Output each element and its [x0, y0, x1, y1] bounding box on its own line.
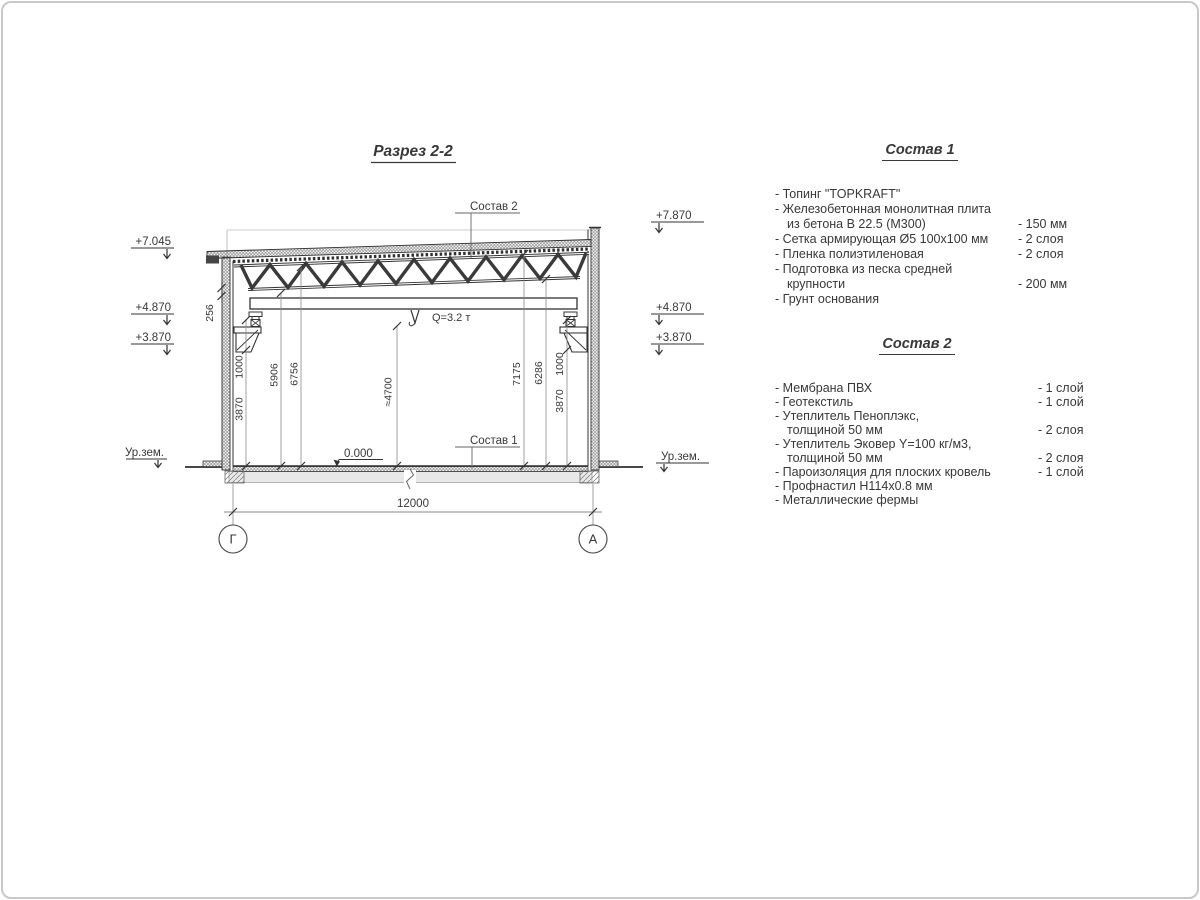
- elevation-right-3870: [651, 332, 704, 355]
- svg-text:+4.870: +4.870: [656, 302, 692, 314]
- svg-text:+7.870: +7.870: [656, 210, 692, 222]
- elevation-right-4870: [651, 302, 704, 325]
- spec-item-row: [775, 395, 1108, 409]
- spec-item-value: - 2 слоя: [1018, 247, 1064, 261]
- axis-label-right: А: [588, 531, 598, 547]
- dim-label-1000-right: 1000: [554, 352, 566, 376]
- spec-title-wrap: [775, 141, 1065, 161]
- dim-label-span: 12000: [397, 498, 429, 510]
- dim-label-4700: ≈4700: [382, 377, 395, 407]
- spec-item-row: [775, 232, 1093, 247]
- section-title: [371, 143, 456, 163]
- spec-item-row: [775, 262, 1093, 292]
- right-wall: [588, 228, 601, 471]
- spec-list-sostav-1: [775, 141, 1093, 307]
- dim-label-5906: 5906: [268, 363, 281, 387]
- footing-right: [580, 471, 599, 483]
- corbel-right: [560, 312, 587, 352]
- spec-item-row: [775, 409, 1108, 437]
- elevation-left-3870: [131, 332, 174, 355]
- spec-item-name: - Мембрана ПВХ: [775, 381, 873, 395]
- dim-label-256: 256: [204, 304, 216, 322]
- spec-item-row: [775, 292, 1093, 307]
- spec-item-value: - 2 слоя: [1018, 232, 1064, 246]
- spec-item-name: - Профнастил Н114х0.8 мм: [775, 479, 933, 493]
- section-drawing: [122, 135, 720, 565]
- elevation-left-7045: [131, 236, 174, 259]
- spec-item-row: [775, 465, 1108, 479]
- svg-text:+3.870: +3.870: [656, 332, 692, 344]
- spec-title-wrap: [775, 335, 1059, 355]
- spec-list-sostav-2: [775, 335, 1108, 507]
- spec-item-row: [775, 202, 1093, 232]
- spec-item-name: - Топинг "TOPKRAFT": [775, 187, 901, 201]
- spec-item-name: - Железобетонная монолитная плита из бетона В 22.5 (М300): [775, 202, 991, 231]
- dim-label-6756: 6756: [288, 362, 301, 386]
- roof-truss: [234, 253, 589, 290]
- dim-label-1000-left: 1000: [233, 355, 246, 379]
- svg-text:Ур.зем.: Ур.зем.: [661, 451, 701, 463]
- elevation-right-ground: [656, 451, 709, 472]
- left-wall: [222, 257, 233, 470]
- svg-text:0.000: 0.000: [344, 448, 373, 460]
- drawing-title: Разрез 2-2: [373, 143, 453, 160]
- axis-grid: [219, 484, 607, 553]
- crane-capacity-label: Q=3.2 т: [432, 312, 471, 324]
- elevation-left-4870: [131, 302, 174, 325]
- spec-item-value: - 2 слоя: [1038, 451, 1084, 465]
- spec-item-row: [775, 187, 1093, 202]
- dim-label-3870-left: 3870: [233, 397, 246, 421]
- spec-item-name: - Металлические фермы: [775, 493, 919, 507]
- spec-item-value: - 1 слой: [1038, 381, 1084, 395]
- callout-sostav-1: [455, 435, 520, 468]
- svg-text:Состав 2: Состав 2: [470, 201, 518, 213]
- spec-item-name: - Утеплитель Эковер Y=100 кг/м3, толщиной 50 мм: [775, 437, 972, 465]
- spec-item-row: [775, 247, 1093, 262]
- crane-hook: [409, 310, 419, 326]
- svg-text:Ур.зем.: Ур.зем.: [124, 447, 164, 459]
- svg-text:+4.870: +4.870: [135, 302, 171, 314]
- spec-item-name: - Подготовка из песка средней крупности: [775, 262, 953, 291]
- spec-item-row: [775, 381, 1108, 395]
- spec1-items: [775, 187, 1093, 307]
- spec-item-name: - Пленка полиэтиленовая: [775, 247, 924, 261]
- spec-item-name: - Геотекстиль: [775, 395, 854, 409]
- spec-item-name: - Пароизоляция для плоских кровель: [775, 465, 991, 479]
- spec-item-value: - 150 мм: [1018, 217, 1068, 231]
- svg-text:+3.870: +3.870: [135, 332, 171, 344]
- spec-item-name: - Грунт основания: [775, 292, 880, 306]
- elevation-right-7870: [651, 210, 704, 233]
- spec2-title: Состав 2: [879, 336, 954, 355]
- spec-item-row: [775, 437, 1108, 465]
- spec-item-value: - 200 мм: [1018, 277, 1068, 291]
- axis-label-left: Г: [229, 531, 237, 547]
- spec-item-name: - Сетка армирующая Ø5 100x100 мм: [775, 232, 989, 246]
- crane-bridge: [250, 298, 577, 309]
- spec1-title: Состав 1: [882, 142, 957, 161]
- eaves-detail: [206, 256, 219, 264]
- svg-text:Состав 1: Состав 1: [470, 435, 518, 447]
- spec2-items: [775, 381, 1108, 507]
- dim-label-3870-right: 3870: [554, 389, 566, 413]
- dim-label-7175: 7175: [511, 362, 523, 386]
- spec-item-row: [775, 479, 1108, 493]
- dim-label-6286: 6286: [533, 361, 545, 385]
- spec-item-row: [775, 493, 1108, 507]
- svg-text:+7.045: +7.045: [135, 236, 171, 248]
- elevation-left-ground: [125, 447, 167, 468]
- slab-break-gap: [404, 470, 416, 485]
- spec-item-value: - 2 слоя: [1038, 423, 1084, 437]
- zero-level-mark: [334, 448, 384, 467]
- spec-item-name: - Утеплитель Пеноплэкс, толщиной 50 мм: [775, 409, 920, 437]
- spec-item-value: - 1 слой: [1038, 395, 1084, 409]
- spec-item-value: - 1 слой: [1038, 465, 1084, 479]
- footing-left: [225, 471, 244, 483]
